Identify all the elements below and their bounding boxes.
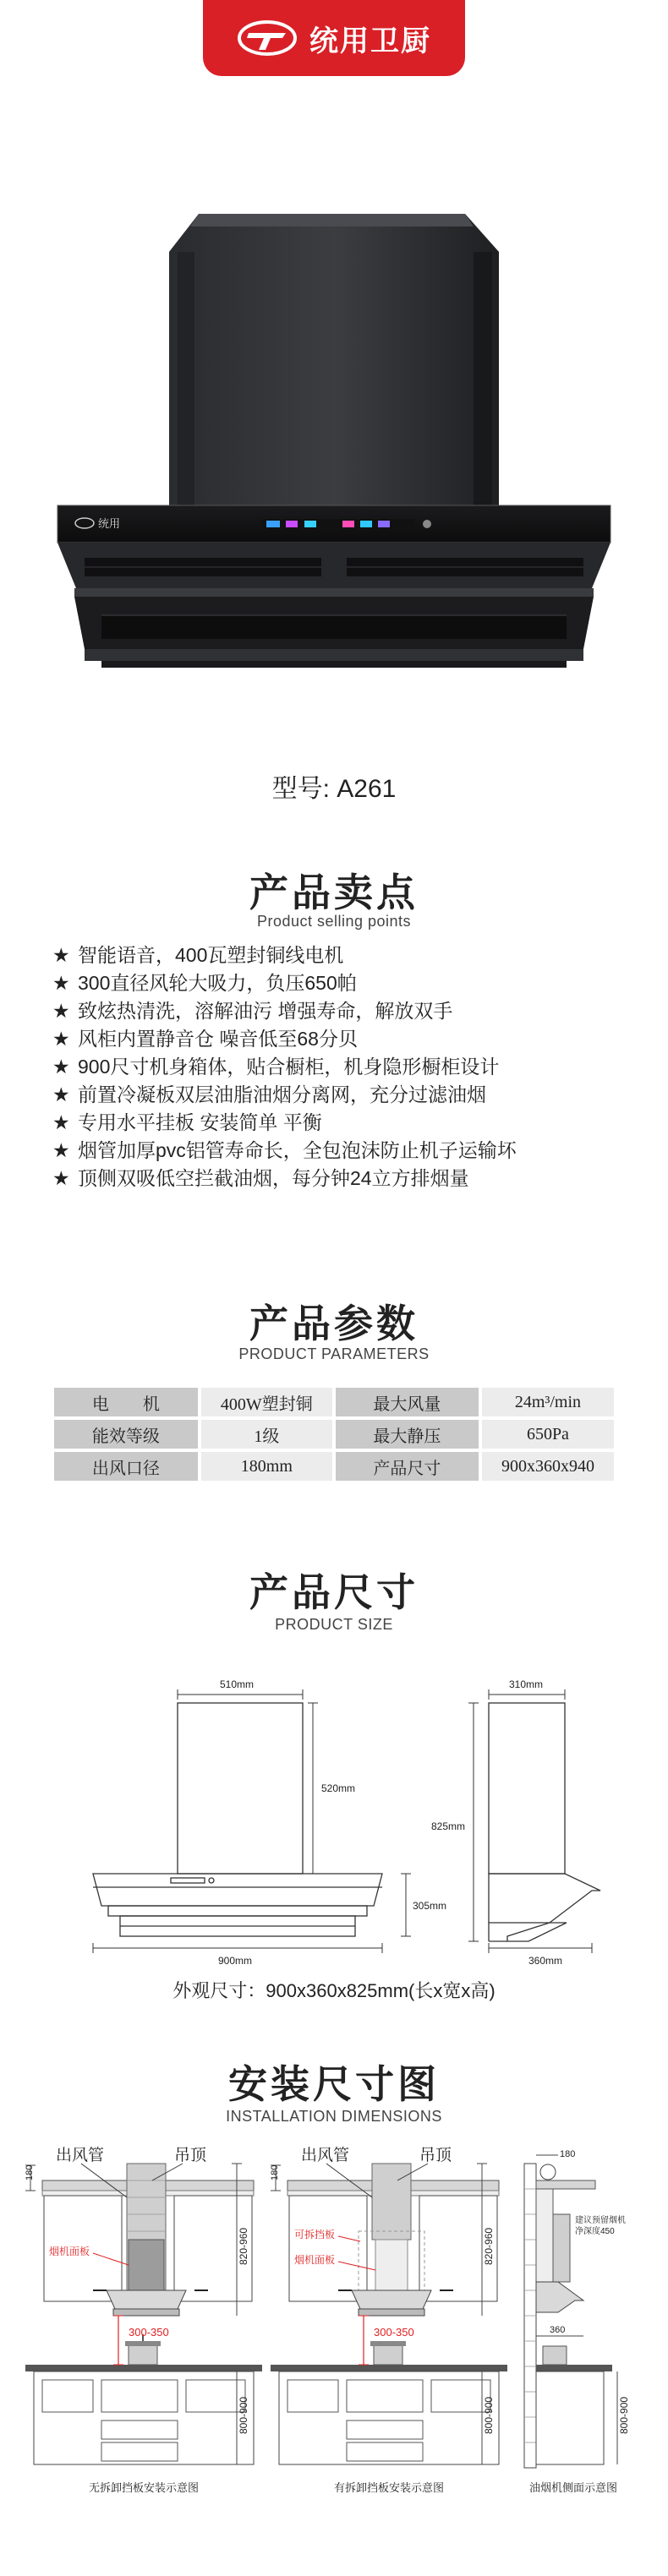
ceiling-label: 吊顶 — [419, 2147, 452, 2164]
dim-side-800-900: 800-900 — [618, 2396, 630, 2434]
table-row — [54, 1420, 614, 1449]
brand-logo-icon — [237, 19, 298, 57]
param-key: 出风口径 — [54, 1452, 198, 1481]
star-icon: ★ — [52, 1000, 70, 1022]
selling-point-text: 专用水平挂板 安装简单 平衡 — [78, 1111, 322, 1133]
ceiling-label: 吊顶 — [174, 2147, 207, 2164]
table-row — [54, 1388, 614, 1416]
dim-side-180: 180 — [560, 2149, 576, 2159]
param-value: 900x360x940 — [482, 1452, 614, 1481]
selling-point — [52, 941, 644, 969]
dim-front-top: 510mm — [220, 1678, 255, 1690]
install-diagram-with-panel — [270, 2146, 507, 2494]
install-title: 安装尺寸图 — [228, 2062, 440, 2106]
star-icon: ★ — [52, 1056, 70, 1078]
params-subtitle: PRODUCT PARAMETERS — [238, 1345, 430, 1362]
size-subtitle: PRODUCT SIZE — [275, 1616, 393, 1633]
selling-point — [52, 1053, 644, 1081]
selling-point — [52, 1025, 644, 1053]
selling-point — [52, 1137, 644, 1165]
side-note-line2: 净深度450 — [575, 2227, 615, 2236]
param-key: 电 机 — [54, 1388, 198, 1416]
star-icon: ★ — [52, 1111, 70, 1133]
product-size-diagram — [76, 1669, 600, 1967]
table-row — [54, 1452, 614, 1481]
dim-total-height: 825mm — [431, 1820, 466, 1832]
brand-banner — [203, 0, 465, 76]
dim-180: 180 — [270, 2164, 280, 2180]
selling-point-text: 前置冷凝板双层油脂油烟分离网，充分过滤油烟 — [78, 1083, 486, 1105]
front-body — [93, 1874, 382, 1906]
selling-point — [52, 969, 644, 997]
selling-subtitle: Product selling points — [256, 913, 412, 930]
removable-panel-label: 可拆挡板 — [294, 2229, 336, 2240]
selling-point-text: 风柜内置静音仓 噪音低至68分贝 — [78, 1028, 358, 1050]
star-icon: ★ — [52, 1028, 70, 1050]
dim-300-350: 300-350 — [374, 2326, 414, 2339]
param-key: 最大静压 — [336, 1420, 479, 1449]
control-panel-display — [262, 519, 431, 529]
duct-label: 出风管 — [301, 2147, 350, 2164]
selling-point — [52, 1165, 644, 1192]
dim-820-960: 820-960 — [238, 2227, 249, 2265]
selling-point-text: 致炫热清洗，溶解油污 增强寿命，解放双手 — [78, 1000, 453, 1022]
selling-point-text: 顶侧双吸低空拦截油烟，每分钟24立方排烟量 — [78, 1167, 469, 1189]
params-table — [51, 1384, 617, 1484]
caption-side: 油烟机侧面示意图 — [528, 2481, 618, 2494]
size-title: 产品尺寸 — [249, 1570, 419, 1614]
dim-300-350: 300-350 — [129, 2326, 169, 2339]
dim-front-bottom: 900mm — [218, 1955, 253, 1967]
param-key: 产品尺寸 — [336, 1452, 479, 1481]
dim-body-height: 305mm — [413, 1900, 447, 1912]
selling-point-text: 烟管加厚pvc铝管寿命长，全包泡沫防止机子运输坏 — [78, 1139, 517, 1161]
front-chimney — [178, 1703, 303, 1874]
param-key: 最大风量 — [336, 1388, 479, 1416]
params-title: 产品参数 — [249, 1302, 419, 1345]
selling-point — [52, 1109, 644, 1137]
install-subtitle: INSTALLATION DIMENSIONS — [226, 2108, 442, 2125]
dim-side-bottom: 360mm — [528, 1955, 563, 1967]
caption-with-panel: 有拆卸挡板安装示意图 — [333, 2481, 445, 2494]
star-icon: ★ — [52, 1139, 70, 1161]
dim-820-960: 820-960 — [483, 2227, 495, 2265]
selling-point-text: 300直径风轮大吸力，负压650帕 — [78, 972, 357, 994]
param-value: 400W塑封铜 — [201, 1388, 332, 1416]
range-hood-hero-image — [51, 193, 617, 708]
selling-point — [52, 1081, 644, 1109]
panel-label: 烟机面板 — [49, 2246, 90, 2257]
selling-point-text: 智能语音，400瓦塑封铜线电机 — [78, 944, 344, 966]
outer-dimensions: 外观尺寸：900x360x825mm(长x宽x高) — [172, 1980, 496, 2001]
installation-diagram — [25, 2147, 651, 2510]
brand-name: 统用卫厨 — [309, 25, 431, 57]
model-number: 型号: A261 — [271, 775, 397, 803]
star-icon: ★ — [52, 1167, 70, 1189]
hood-badge-text: 统用 — [98, 517, 121, 530]
star-icon: ★ — [52, 1083, 70, 1105]
param-value: 24m³/min — [482, 1388, 614, 1416]
selling-point — [52, 997, 644, 1025]
param-value: 1级 — [201, 1420, 332, 1449]
side-note-line1: 建议预留烟机 — [575, 2216, 626, 2225]
caption-no-panel: 无拆卸挡板安装示意图 — [88, 2481, 200, 2494]
dim-800-900: 800-900 — [238, 2396, 249, 2434]
selling-point-text: 900尺寸机身箱体，贴合橱柜，机身隐形橱柜设计 — [78, 1056, 500, 1078]
install-diagram-no-panel — [25, 2146, 262, 2494]
param-value: 650Pa — [482, 1420, 614, 1449]
star-icon: ★ — [52, 944, 70, 966]
dim-front-chimney: 520mm — [321, 1782, 356, 1794]
install-diagram-side — [524, 2149, 630, 2494]
dim-180: 180 — [25, 2164, 35, 2180]
selling-title: 产品卖点 — [249, 870, 419, 914]
dim-800-900: 800-900 — [483, 2396, 495, 2434]
panel-label: 烟机面板 — [294, 2254, 336, 2266]
param-value: 180mm — [201, 1452, 332, 1481]
dim-side-360: 360 — [550, 2325, 566, 2335]
star-icon: ★ — [52, 972, 70, 994]
dim-side-top: 310mm — [509, 1678, 544, 1690]
selling-points-list — [52, 941, 644, 1192]
side-chimney — [489, 1703, 565, 1874]
duct-label: 出风管 — [56, 2147, 105, 2164]
param-key: 能效等级 — [54, 1420, 198, 1449]
